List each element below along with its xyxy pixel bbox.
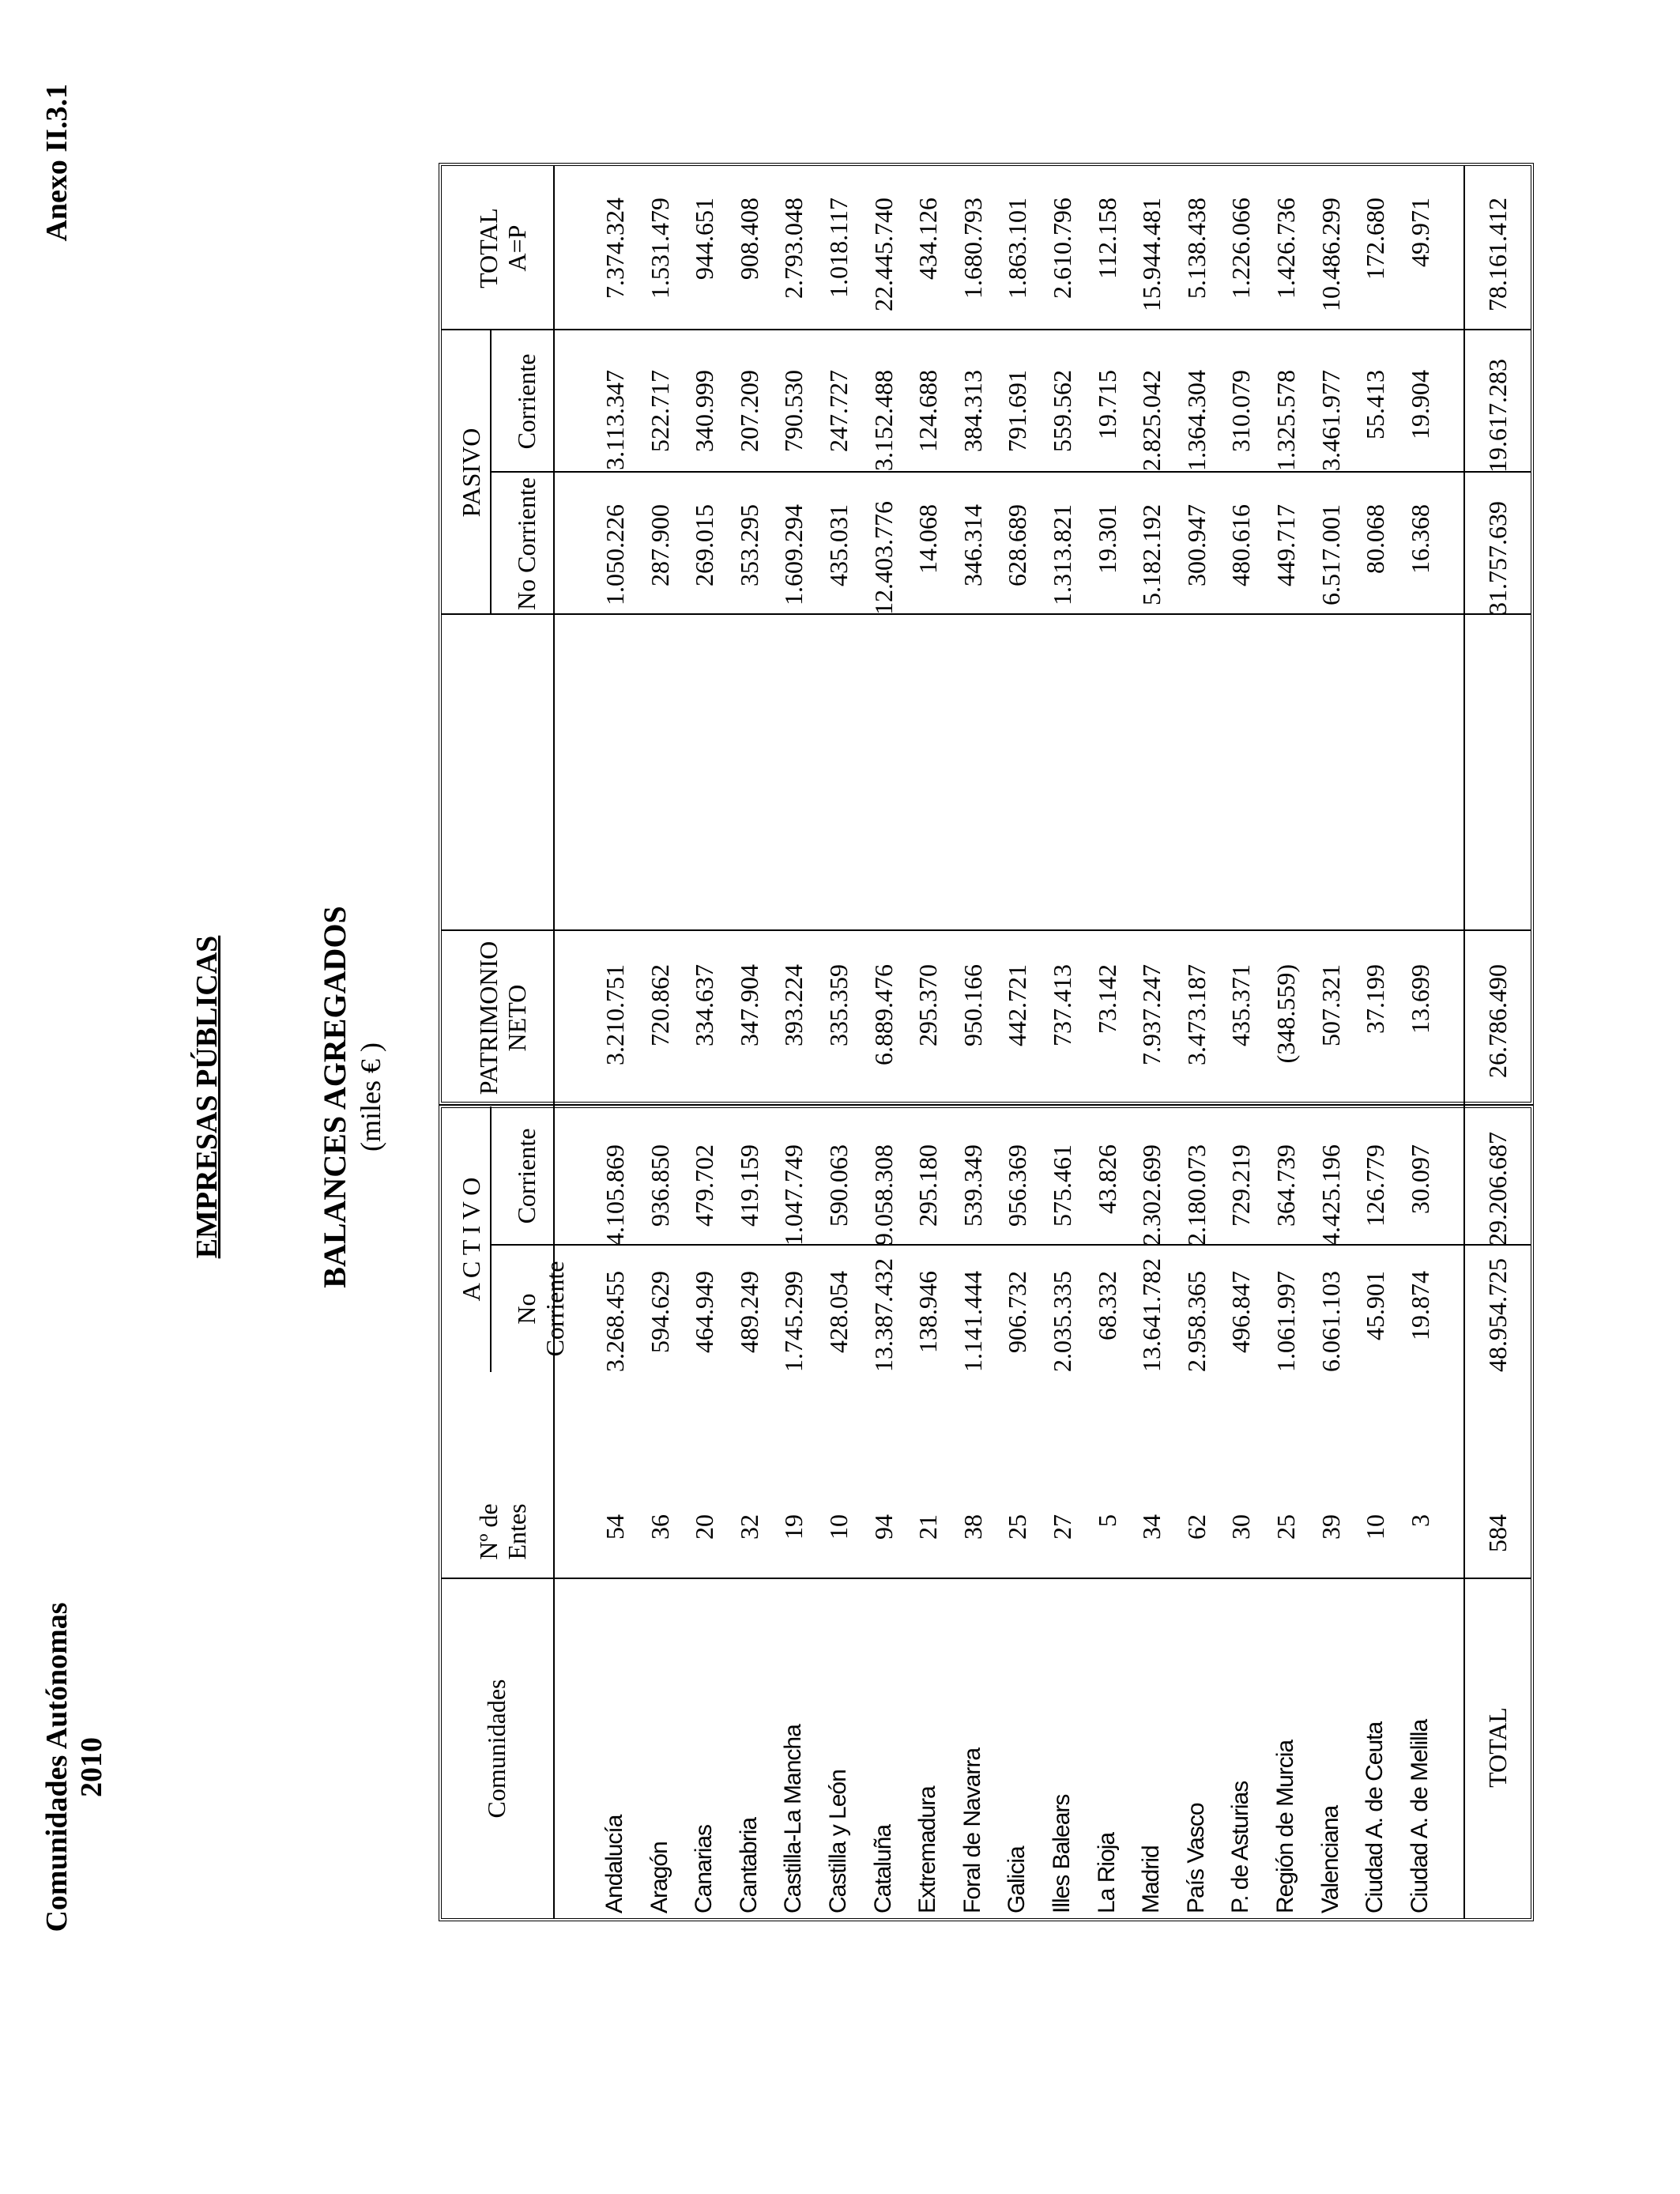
row-comunidad: Galicia xyxy=(1004,1846,1030,1913)
row-entes: 94 xyxy=(868,1514,898,1540)
total-pasivo-corriente: 19.617.283 xyxy=(1483,359,1512,473)
page-subtitle: BALANCES AGREGADOS xyxy=(317,906,352,1288)
row-activo-no-corriente: 45.901 xyxy=(1361,1271,1390,1340)
row-patrimonio-neto: 335.359 xyxy=(824,964,853,1046)
row-activo-corriente: 419.159 xyxy=(734,1144,763,1227)
header-total-line2: A=P xyxy=(503,224,531,272)
row-pasivo-no-corriente: 12.403.776 xyxy=(868,501,898,615)
row-patrimonio-neto: 435.371 xyxy=(1226,964,1256,1046)
row-patrimonio-neto: 7.937.247 xyxy=(1137,964,1166,1065)
row-entes: 27 xyxy=(1048,1514,1076,1540)
row-pasivo-corriente: 3.152.488 xyxy=(868,370,898,471)
header-pasivo-no-corriente: No Corriente xyxy=(512,477,541,610)
total-separator-right xyxy=(1463,166,1465,1105)
row-total-ap: 172.680 xyxy=(1361,198,1390,280)
row-activo-corriente: 956.369 xyxy=(1003,1144,1032,1227)
row-total-ap: 1.680.793 xyxy=(958,198,987,299)
row-entes: 54 xyxy=(601,1514,629,1540)
row-activo-no-corriente: 13.387.432 xyxy=(868,1258,898,1372)
row-pasivo-no-corriente: 80.068 xyxy=(1361,504,1390,574)
header-entes xyxy=(474,1484,531,1579)
row-pasivo-no-corriente: 435.031 xyxy=(824,504,853,586)
row-entes: 20 xyxy=(690,1514,719,1540)
row-activo-corriente: 2.302.699 xyxy=(1137,1144,1166,1246)
row-total-ap: 1.226.066 xyxy=(1226,198,1256,299)
row-pasivo-corriente: 3.113.347 xyxy=(601,370,629,470)
row-entes: 3 xyxy=(1405,1514,1434,1527)
row-total-ap: 1.426.736 xyxy=(1271,198,1300,299)
row-pasivo-corriente: 19.904 xyxy=(1405,370,1434,439)
row-patrimonio-neto: 73.142 xyxy=(1092,964,1121,1034)
row-pasivo-corriente: 522.717 xyxy=(645,370,674,452)
header-entes-line2: Entes xyxy=(503,1503,531,1560)
row-activo-corriente: 590.063 xyxy=(824,1144,853,1227)
header-separator xyxy=(553,166,555,1918)
row-comunidad: Foral de Navarra xyxy=(959,1747,985,1913)
row-pasivo-no-corriente: 1.609.294 xyxy=(779,504,808,605)
row-entes: 30 xyxy=(1226,1514,1256,1540)
row-activo-corriente: 4.105.869 xyxy=(601,1144,629,1246)
header-region: Comunidades Autónomas xyxy=(40,1602,73,1932)
row-total-ap: 1.531.479 xyxy=(645,198,674,299)
row-pasivo-no-corriente: 1.050.226 xyxy=(601,504,629,605)
annex-label: Anexo II.3.1 xyxy=(40,84,73,242)
row-activo-corriente: 30.097 xyxy=(1405,1144,1434,1214)
row-entes: 34 xyxy=(1137,1514,1166,1540)
row-pasivo-corriente: 791.691 xyxy=(1003,370,1032,452)
header-activo-corriente: Corriente xyxy=(512,1128,541,1224)
row-comunidad: Cantabria xyxy=(735,1817,762,1913)
row-pasivo-corriente: 247.727 xyxy=(824,370,853,452)
row-comunidad: Madrid xyxy=(1138,1845,1165,1913)
header-activo-no-corriente: No Corriente xyxy=(512,1261,569,1357)
row-activo-no-corriente: 6.061.103 xyxy=(1316,1271,1345,1372)
col-sep-patrimonio xyxy=(442,929,1531,931)
total-entes: 584 xyxy=(1483,1514,1512,1552)
row-patrimonio-neto: 442.721 xyxy=(1003,964,1032,1046)
row-activo-no-corriente: 906.732 xyxy=(1003,1271,1032,1353)
row-pasivo-corriente: 310.079 xyxy=(1226,370,1256,452)
row-pasivo-no-corriente: 16.368 xyxy=(1405,504,1434,574)
row-activo-corriente: 126.779 xyxy=(1361,1144,1390,1227)
row-comunidad: Región de Murcia xyxy=(1272,1740,1298,1913)
row-comunidad: Valenciana xyxy=(1317,1805,1343,1913)
row-activo-corriente: 729.219 xyxy=(1226,1144,1256,1227)
row-activo-corriente: 539.349 xyxy=(958,1144,987,1227)
row-patrimonio-neto: 507.321 xyxy=(1316,964,1345,1046)
row-comunidad: Illes Balears xyxy=(1049,1794,1075,1913)
row-entes: 38 xyxy=(958,1514,987,1540)
row-pasivo-corriente: 124.688 xyxy=(913,370,943,452)
row-patrimonio-neto: (348.559) xyxy=(1271,964,1300,1064)
header-patrimonio-line2: NETO xyxy=(503,984,531,1052)
total-activo-corriente: 29.206.687 xyxy=(1483,1132,1512,1246)
row-comunidad: Ciudad A. de Melilla xyxy=(1406,1719,1433,1913)
row-total-ap: 434.126 xyxy=(913,198,943,280)
row-total-ap: 2.610.796 xyxy=(1048,198,1076,299)
row-comunidad: Ciudad A. de Ceuta xyxy=(1362,1721,1388,1913)
row-activo-no-corriente: 3.268.455 xyxy=(601,1271,629,1372)
row-pasivo-corriente: 1.364.304 xyxy=(1181,370,1211,471)
row-activo-no-corriente: 138.946 xyxy=(913,1271,943,1353)
row-pasivo-no-corriente: 6.517.001 xyxy=(1316,504,1345,605)
row-pasivo-no-corriente: 5.182.192 xyxy=(1137,504,1166,605)
row-pasivo-corriente: 790.530 xyxy=(779,370,808,452)
row-comunidad: Aragón xyxy=(646,1842,672,1913)
pasivo-underline xyxy=(490,330,492,615)
row-activo-no-corriente: 68.332 xyxy=(1092,1271,1121,1340)
row-activo-corriente: 364.739 xyxy=(1271,1144,1300,1227)
row-activo-no-corriente: 19.874 xyxy=(1405,1271,1434,1340)
header-pasivo-corriente: Corriente xyxy=(512,353,541,450)
header-pasivo: PASIVO xyxy=(457,428,485,518)
row-total-ap: 112.158 xyxy=(1092,198,1121,279)
row-pasivo-no-corriente: 449.717 xyxy=(1271,504,1300,586)
row-activo-no-corriente: 464.949 xyxy=(690,1271,719,1353)
row-entes: 36 xyxy=(645,1514,674,1540)
row-activo-corriente: 575.461 xyxy=(1048,1144,1076,1227)
row-activo-corriente: 4.425.196 xyxy=(1316,1144,1345,1246)
row-total-ap: 15.944.481 xyxy=(1137,198,1166,311)
row-comunidad: Canarias xyxy=(691,1824,718,1913)
row-activo-corriente: 43.826 xyxy=(1092,1144,1121,1214)
total-comunidad: TOTAL xyxy=(1483,1707,1512,1788)
row-total-ap: 10.486.299 xyxy=(1316,198,1345,311)
row-pasivo-no-corriente: 14.068 xyxy=(913,504,943,574)
total-activo-no-corriente: 48.954.725 xyxy=(1483,1258,1512,1372)
row-patrimonio-neto: 737.413 xyxy=(1048,964,1076,1046)
activo-underline xyxy=(490,1106,492,1372)
header-total-line1: TOTAL xyxy=(474,208,503,288)
row-total-ap: 2.793.048 xyxy=(779,198,808,299)
row-total-ap: 49.971 xyxy=(1405,198,1434,267)
row-patrimonio-neto: 3.473.187 xyxy=(1181,964,1211,1065)
row-pasivo-corriente: 207.209 xyxy=(734,370,763,452)
row-entes: 25 xyxy=(1271,1514,1300,1540)
row-pasivo-no-corriente: 287.900 xyxy=(645,504,674,586)
row-pasivo-no-corriente: 269.015 xyxy=(690,504,719,586)
total-pasivo-no-corriente: 31.757.639 xyxy=(1483,501,1512,615)
row-entes: 32 xyxy=(734,1514,763,1540)
row-total-ap: 944.651 xyxy=(690,198,719,280)
row-activo-no-corriente: 13.641.782 xyxy=(1137,1258,1166,1372)
row-activo-no-corriente: 489.249 xyxy=(734,1271,763,1353)
total-total-ap: 78.161.412 xyxy=(1483,198,1512,311)
row-pasivo-no-corriente: 480.616 xyxy=(1226,504,1256,586)
row-entes: 25 xyxy=(1003,1514,1032,1540)
row-patrimonio-neto: 950.166 xyxy=(958,964,987,1046)
row-patrimonio-neto: 393.224 xyxy=(779,964,808,1046)
row-comunidad: País Vasco xyxy=(1182,1803,1209,1913)
row-comunidad: Castilla-La Mancha xyxy=(780,1725,807,1913)
row-pasivo-corriente: 3.461.977 xyxy=(1316,370,1345,471)
row-entes: 21 xyxy=(913,1514,943,1540)
row-patrimonio-neto: 3.210.751 xyxy=(601,964,629,1065)
row-total-ap: 22.445.740 xyxy=(868,198,898,311)
row-activo-no-corriente: 1.061.997 xyxy=(1271,1271,1300,1372)
row-activo-no-corriente: 428.054 xyxy=(824,1271,853,1353)
row-total-ap: 908.408 xyxy=(734,198,763,280)
row-activo-no-corriente: 1.141.444 xyxy=(958,1271,987,1372)
row-comunidad: La Rioja xyxy=(1093,1832,1120,1913)
header-patrimonio xyxy=(474,931,531,1105)
row-comunidad: Castilla y León xyxy=(825,1770,851,1913)
row-pasivo-corriente: 1.325.578 xyxy=(1271,370,1300,471)
header-comunidades: Comunidades xyxy=(482,1679,510,1819)
row-entes: 39 xyxy=(1316,1514,1345,1540)
row-pasivo-corriente: 2.825.042 xyxy=(1137,370,1166,471)
total-patrimonio-neto: 26.786.490 xyxy=(1483,964,1512,1078)
row-comunidad: P. de Asturias xyxy=(1227,1781,1254,1913)
row-pasivo-corriente: 55.413 xyxy=(1361,370,1390,439)
row-pasivo-corriente: 384.313 xyxy=(958,370,987,452)
row-activo-no-corriente: 1.745.299 xyxy=(779,1271,808,1372)
row-patrimonio-neto: 37.199 xyxy=(1361,964,1390,1034)
header-year: 2010 xyxy=(75,1737,108,1797)
row-activo-no-corriente: 496.847 xyxy=(1226,1271,1256,1353)
row-activo-corriente: 9.058.308 xyxy=(868,1144,898,1246)
row-activo-no-corriente: 2.958.365 xyxy=(1181,1271,1211,1372)
row-pasivo-no-corriente: 346.314 xyxy=(958,504,987,586)
row-activo-corriente: 936.850 xyxy=(645,1144,674,1227)
row-total-ap: 1.018.117 xyxy=(824,198,853,298)
row-pasivo-no-corriente: 628.689 xyxy=(1003,504,1032,586)
row-patrimonio-neto: 347.904 xyxy=(734,964,763,1046)
row-pasivo-no-corriente: 19.301 xyxy=(1092,504,1121,574)
page-title: EMPRESAS PÚBLICAS xyxy=(190,935,224,1259)
row-pasivo-no-corriente: 353.295 xyxy=(734,504,763,586)
row-activo-corriente: 295.180 xyxy=(913,1144,943,1227)
row-activo-no-corriente: 2.035.335 xyxy=(1048,1271,1076,1372)
row-pasivo-corriente: 559.562 xyxy=(1048,370,1076,452)
row-entes: 10 xyxy=(824,1514,853,1540)
row-activo-corriente: 479.702 xyxy=(690,1144,719,1227)
row-entes: 5 xyxy=(1092,1514,1121,1527)
header-entes-line1: Nº de xyxy=(474,1503,503,1560)
row-entes: 19 xyxy=(779,1514,808,1540)
row-pasivo-corriente: 340.999 xyxy=(690,370,719,452)
row-pasivo-corriente: 19.715 xyxy=(1092,370,1121,439)
row-comunidad: Extremadura xyxy=(914,1786,941,1913)
row-patrimonio-neto: 13.699 xyxy=(1405,964,1434,1034)
row-entes: 62 xyxy=(1181,1514,1211,1540)
row-activo-no-corriente: 594.629 xyxy=(645,1271,674,1353)
row-pasivo-no-corriente: 300.947 xyxy=(1181,504,1211,586)
row-total-ap: 7.374.324 xyxy=(601,198,629,299)
row-patrimonio-neto: 720.862 xyxy=(645,964,674,1046)
row-patrimonio-neto: 295.370 xyxy=(913,964,943,1046)
row-pasivo-no-corriente: 1.313.821 xyxy=(1048,504,1076,605)
total-separator-left xyxy=(1463,1105,1465,1918)
row-comunidad: Cataluña xyxy=(869,1824,896,1913)
row-activo-corriente: 1.047.749 xyxy=(779,1144,808,1246)
header-total xyxy=(474,166,531,330)
row-patrimonio-neto: 6.889.476 xyxy=(868,964,898,1065)
units-label: (miles € ) xyxy=(355,1042,386,1152)
row-activo-corriente: 2.180.073 xyxy=(1181,1144,1211,1246)
header-left xyxy=(40,1593,109,1941)
row-total-ap: 5.138.438 xyxy=(1181,198,1211,299)
row-total-ap: 1.863.101 xyxy=(1003,198,1032,299)
header-activo: A C T I V O xyxy=(457,1177,485,1302)
row-patrimonio-neto: 334.637 xyxy=(690,964,719,1046)
row-comunidad: Andalucía xyxy=(601,1815,627,1913)
header-patrimonio-line1: PATRIMONIO xyxy=(474,941,503,1095)
row-entes: 10 xyxy=(1361,1514,1390,1540)
